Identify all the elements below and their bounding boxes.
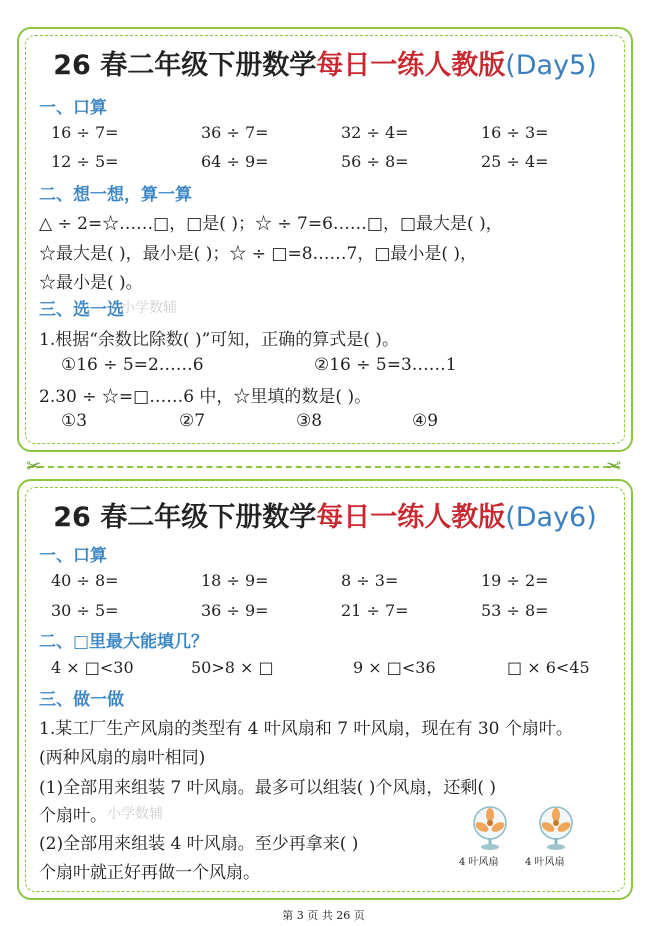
day5-q2-option-4: ④9 bbox=[412, 411, 439, 431]
day6-calc-1: 40 ÷ 8= bbox=[51, 571, 119, 590]
day5-question-2: 2.30 ÷ ☆=□……6 中，☆里填的数是( )。 bbox=[39, 387, 372, 407]
day6-calc-6: 36 ÷ 9= bbox=[201, 601, 269, 620]
page-footer: 第 3 页 共 26 页 bbox=[282, 909, 365, 922]
day6-do-line-3: (1)全部用来组装 7 叶风扇。最多可以组装( )个风扇，还剩( ) bbox=[39, 778, 497, 798]
day5-calc-5: 12 ÷ 5= bbox=[51, 152, 119, 171]
day5-calc-8: 25 ÷ 4= bbox=[481, 152, 549, 171]
day6-fill-2: 50>8 × □ bbox=[191, 658, 274, 677]
day5-title bbox=[19, 43, 631, 82]
day5-calc-7: 56 ÷ 8= bbox=[341, 152, 409, 171]
day5-q2-option-2: ②7 bbox=[179, 411, 206, 431]
day5-watermark: 小学数辅 bbox=[121, 300, 177, 316]
day5-q2-option-3: ③8 bbox=[296, 411, 323, 431]
fan-label-1: 4 叶风扇 bbox=[459, 857, 499, 868]
day6-fill-4: □ × 6<45 bbox=[507, 658, 590, 677]
day5-think-line-2: ☆最大是( )，最小是( )；☆ ÷ □=8……7，□最小是( )， bbox=[39, 244, 478, 264]
day6-card bbox=[17, 479, 633, 900]
day6-title-red: 每日一练人教版 bbox=[316, 502, 506, 533]
fan-icon bbox=[468, 805, 512, 851]
day5-question-1: 1.根据“余数比除数( )”可知，正确的算式是( )。 bbox=[39, 330, 399, 350]
day5-calc-6: 64 ÷ 9= bbox=[201, 152, 269, 171]
day5-calc-3: 32 ÷ 4= bbox=[341, 123, 409, 142]
day5-title-day: (Day5) bbox=[505, 50, 597, 81]
cut-line bbox=[28, 466, 619, 468]
day6-do-line-1: 1.某工厂生产风扇的类型有 4 叶风扇和 7 叶风扇，现在有 30 个扇叶。 bbox=[39, 719, 573, 739]
day5-section-3: 三、选一选 bbox=[39, 300, 124, 320]
day6-calc-4: 19 ÷ 2= bbox=[481, 571, 549, 590]
scissors-icon: ✂ bbox=[606, 456, 622, 477]
day6-calc-8: 53 ÷ 8= bbox=[481, 601, 549, 620]
day5-calc-4: 16 ÷ 3= bbox=[481, 123, 549, 142]
day6-do-line-4: 个扇叶。 bbox=[39, 806, 107, 826]
day6-fill-3: 9 × □<36 bbox=[353, 658, 436, 677]
day6-title bbox=[19, 495, 631, 534]
day6-section-1: 一、口算 bbox=[39, 546, 107, 566]
day6-calc-7: 21 ÷ 7= bbox=[341, 601, 409, 620]
day5-title-red: 每日一练人教版 bbox=[316, 50, 506, 81]
day6-do-line-2: (两种风扇的扇叶相同) bbox=[39, 748, 206, 768]
day5-card bbox=[17, 27, 633, 452]
fan-icon bbox=[534, 805, 578, 851]
day6-calc-2: 18 ÷ 9= bbox=[201, 571, 269, 590]
day5-section-1: 一、口算 bbox=[39, 98, 107, 118]
day6-watermark: 小学数辅 bbox=[107, 806, 163, 822]
fan-label-2: 4 叶风扇 bbox=[525, 857, 565, 868]
day5-q1-option-2: ②16 ÷ 5=3……1 bbox=[314, 355, 457, 375]
day6-calc-5: 30 ÷ 5= bbox=[51, 601, 119, 620]
day6-calc-3: 8 ÷ 3= bbox=[341, 571, 399, 590]
day6-do-line-6: 个扇叶就正好再做一个风扇。 bbox=[39, 863, 260, 883]
day5-think-line-1: △ ÷ 2=☆……□，□是( )；☆ ÷ 7=6……□，□最大是( )， bbox=[39, 214, 503, 234]
day5-q2-option-1: ①3 bbox=[61, 411, 88, 431]
day5-calc-1: 16 ÷ 7= bbox=[51, 123, 119, 142]
day6-do-line-5: (2)全部用来组装 4 叶风扇。至少再拿来( ) bbox=[39, 834, 359, 854]
day5-section-2: 二、想一想，算一算 bbox=[39, 185, 192, 205]
day6-fill-1: 4 × □<30 bbox=[51, 658, 134, 677]
day5-calc-2: 36 ÷ 7= bbox=[201, 123, 269, 142]
day5-title-prefix: 26 春二年级下册数学 bbox=[53, 50, 317, 81]
day6-section-3: 三、做一做 bbox=[39, 690, 124, 710]
day5-q1-option-1: ①16 ÷ 5=2……6 bbox=[61, 355, 204, 375]
day6-title-prefix: 26 春二年级下册数学 bbox=[53, 502, 317, 533]
day5-think-line-3: ☆最小是( )。 bbox=[39, 273, 143, 293]
day6-title-day: (Day6) bbox=[505, 502, 597, 533]
scissors-icon: ✂ bbox=[26, 456, 42, 477]
day6-section-2: 二、□里最大能填几？ bbox=[39, 632, 209, 652]
